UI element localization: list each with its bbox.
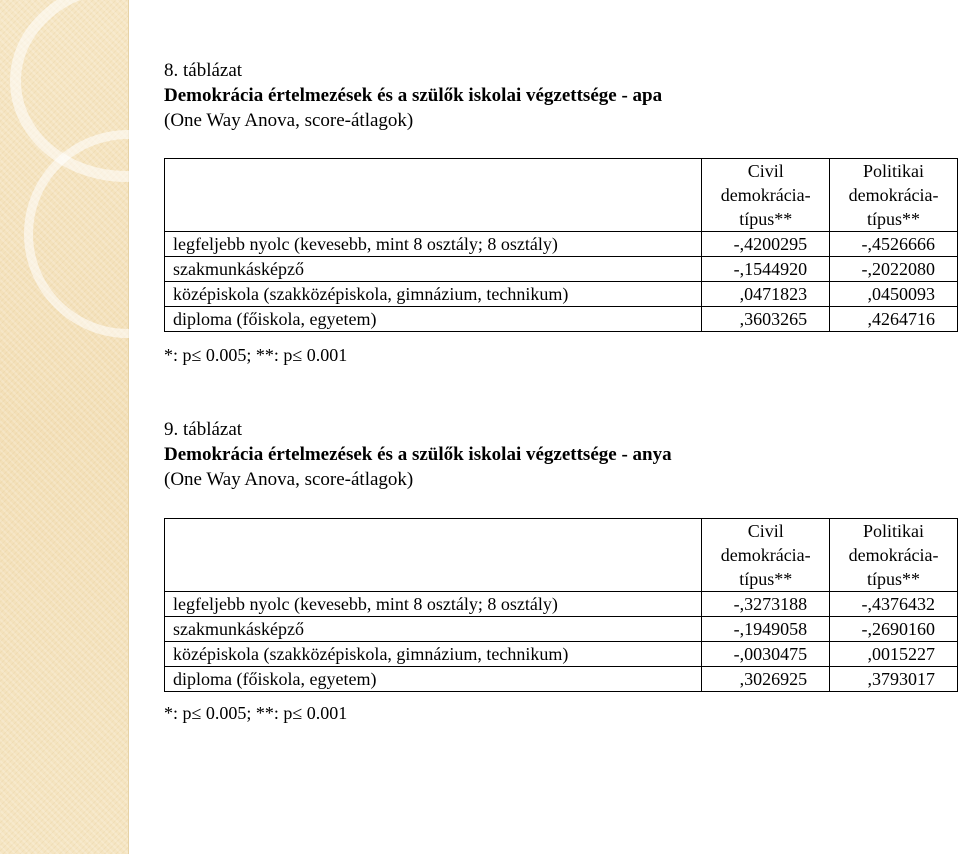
row-label: legfeljebb nyolc (kevesebb, mint 8 osztály; 8 osztály) (165, 592, 702, 617)
table-9-caption (164, 417, 960, 492)
header-row (165, 519, 958, 592)
table-row (165, 307, 958, 332)
civil-value: -,1544920 (702, 257, 830, 282)
header-line: demokrácia- (848, 185, 939, 205)
header-line: Politikai (863, 521, 925, 541)
header-line: típus** (739, 209, 793, 229)
table-row (165, 232, 958, 257)
header-empty (165, 159, 702, 232)
civil-value: ,3026925 (702, 667, 830, 692)
political-value: ,0450093 (830, 282, 958, 307)
political-value: ,0015227 (830, 642, 958, 667)
civil-value: ,0471823 (702, 282, 830, 307)
table-row (165, 667, 958, 692)
table-subtitle: (One Way Anova, score-átlagok) (164, 110, 414, 131)
table-row (165, 592, 958, 617)
civil-value: -,0030475 (702, 642, 830, 667)
header-line: típus** (867, 569, 921, 589)
table-row (165, 617, 958, 642)
table-title: Demokrácia értelmezések és a szülők iskolai végzettsége - apa (164, 85, 663, 106)
header-line: Civil (747, 161, 784, 181)
table-row (165, 642, 958, 667)
significance-note: *: p≤ 0.005; **: p≤ 0.001 (164, 703, 348, 723)
row-label: szakmunkásképző (165, 617, 702, 642)
table-row (165, 282, 958, 307)
header-empty (165, 519, 702, 592)
significance-note: *: p≤ 0.005; **: p≤ 0.001 (164, 345, 348, 365)
row-label: szakmunkásképző (165, 257, 702, 282)
header-civil (702, 159, 830, 232)
header-line: típus** (867, 209, 921, 229)
header-political (830, 519, 958, 592)
political-value: -,4376432 (830, 592, 958, 617)
table-row (165, 257, 958, 282)
header-line: demokrácia- (848, 545, 939, 565)
row-label: diploma (főiskola, egyetem) (165, 307, 702, 332)
civil-value: -,4200295 (702, 232, 830, 257)
row-label: diploma (főiskola, egyetem) (165, 667, 702, 692)
header-civil (702, 519, 830, 592)
header-line: Civil (747, 521, 784, 541)
header-line: demokrácia- (720, 185, 811, 205)
political-value: -,2022080 (830, 257, 958, 282)
header-political (830, 159, 958, 232)
header-line: demokrácia- (720, 545, 811, 565)
table-number: 9. táblázat (164, 419, 243, 440)
table-title: Demokrácia értelmezések és a szülők iskolai végzettsége - anya (164, 444, 672, 465)
civil-value: -,3273188 (702, 592, 830, 617)
political-value: ,4264716 (830, 307, 958, 332)
table-subtitle: (One Way Anova, score-átlagok) (164, 469, 414, 490)
header-line: Politikai (863, 161, 925, 181)
political-value: -,2690160 (830, 617, 958, 642)
decorative-side-strip (0, 0, 129, 854)
political-value: ,3793017 (830, 667, 958, 692)
row-label: legfeljebb nyolc (kevesebb, mint 8 osztály; 8 osztály) (165, 232, 702, 257)
row-label: középiskola (szakközépiskola, gimnázium, technikum) (165, 642, 702, 667)
civil-value: ,3603265 (702, 307, 830, 332)
row-label: középiskola (szakközépiskola, gimnázium, technikum) (165, 282, 702, 307)
header-line: típus** (739, 569, 793, 589)
table-9 (164, 518, 958, 692)
table-number: 8. táblázat (164, 60, 243, 81)
table-8 (164, 158, 958, 332)
header-row (165, 159, 958, 232)
civil-value: -,1949058 (702, 617, 830, 642)
political-value: -,4526666 (830, 232, 958, 257)
table-8-caption (164, 58, 960, 133)
